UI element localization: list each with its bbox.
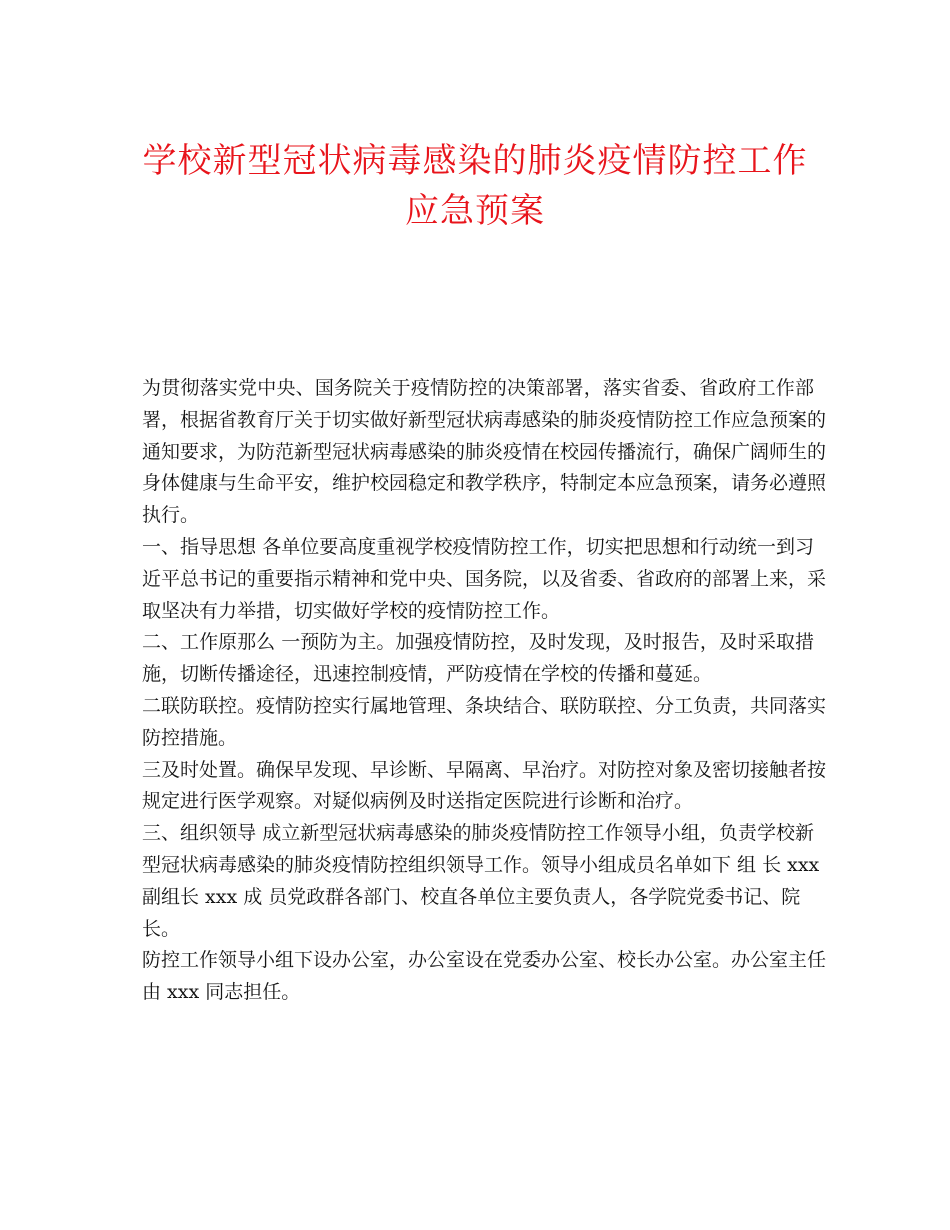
body-line: 防控措施。 (142, 726, 238, 749)
body-line: 长。 (142, 917, 181, 940)
body-line: 规定进行医学观察。对疑似病例及时送指定医院进行诊断和治疗。 (142, 790, 694, 813)
document-title-line-1: 学校新型冠状病毒感染的肺炎疫情防控工作 (142, 141, 808, 181)
body-line: 取坚决有力举措，切实做好学校的疫情防控工作。 (142, 599, 561, 622)
body-line: 一、指导思想 各单位要高度重视学校疫情防控工作，切实把思想和行动统一到习 (142, 535, 814, 558)
body-line: 近平总书记的重要指示精神和党中央、国务院，以及省委、省政府的部署上来，采 (142, 567, 827, 590)
body-line: 署，根据省教育厅关于切实做好新型冠状病毒感染的肺炎疫情防控工作应急预案的 (142, 408, 827, 431)
body-line: 为贯彻落实党中央、国务院关于疫情防控的决策部署，落实省委、省政府工作部 (142, 377, 814, 399)
body-line: 身体健康与生命平安，维护校园稳定和教学秩序，特制定本应急预案，请务必遵照 (142, 472, 827, 495)
body-line: 防控工作领导小组下设办公室，办公室设在党委办公室、校长办公室。办公室主任 (142, 949, 827, 972)
document-body (142, 373, 827, 1009)
body-line: 施，切断传播途径，迅速控制疫情，严防疫情在学校的传播和蔓延。 (142, 663, 713, 686)
body-line: 二联防联控。疫情防控实行属地管理、条块结合、联防联控、分工负责，共同落实 (142, 694, 827, 717)
body-line: 通知要求，为防范新型冠状病毒感染的肺炎疫情在校园传播流行，确保广阔师生的 (142, 440, 827, 463)
document-title-line-2: 应急预案 (405, 191, 545, 231)
body-line: 由 xxx 同志担任。 (142, 981, 301, 1004)
body-line: 三、组织领导 成立新型冠状病毒感染的肺炎疫情防控工作领导小组，负责学校新 (142, 822, 814, 845)
body-line: 三及时处置。确保早发现、早诊断、早隔离、早治疗。对防控对象及密切接触者按 (142, 758, 827, 781)
body-line: 型冠状病毒感染的肺炎疫情防控组织领导工作。领导小组成员名单如下 组 长 xxx (142, 853, 820, 876)
body-line: 副组长 xxx 成 员党政群各部门、校直各单位主要负责人，各学院党委书记、院 (142, 885, 801, 908)
body-line: 二、工作原那么 一预防为主。加强疫情防控，及时发现，及时报告，及时采取措 (142, 631, 814, 654)
body-line: 执行。 (142, 504, 200, 527)
